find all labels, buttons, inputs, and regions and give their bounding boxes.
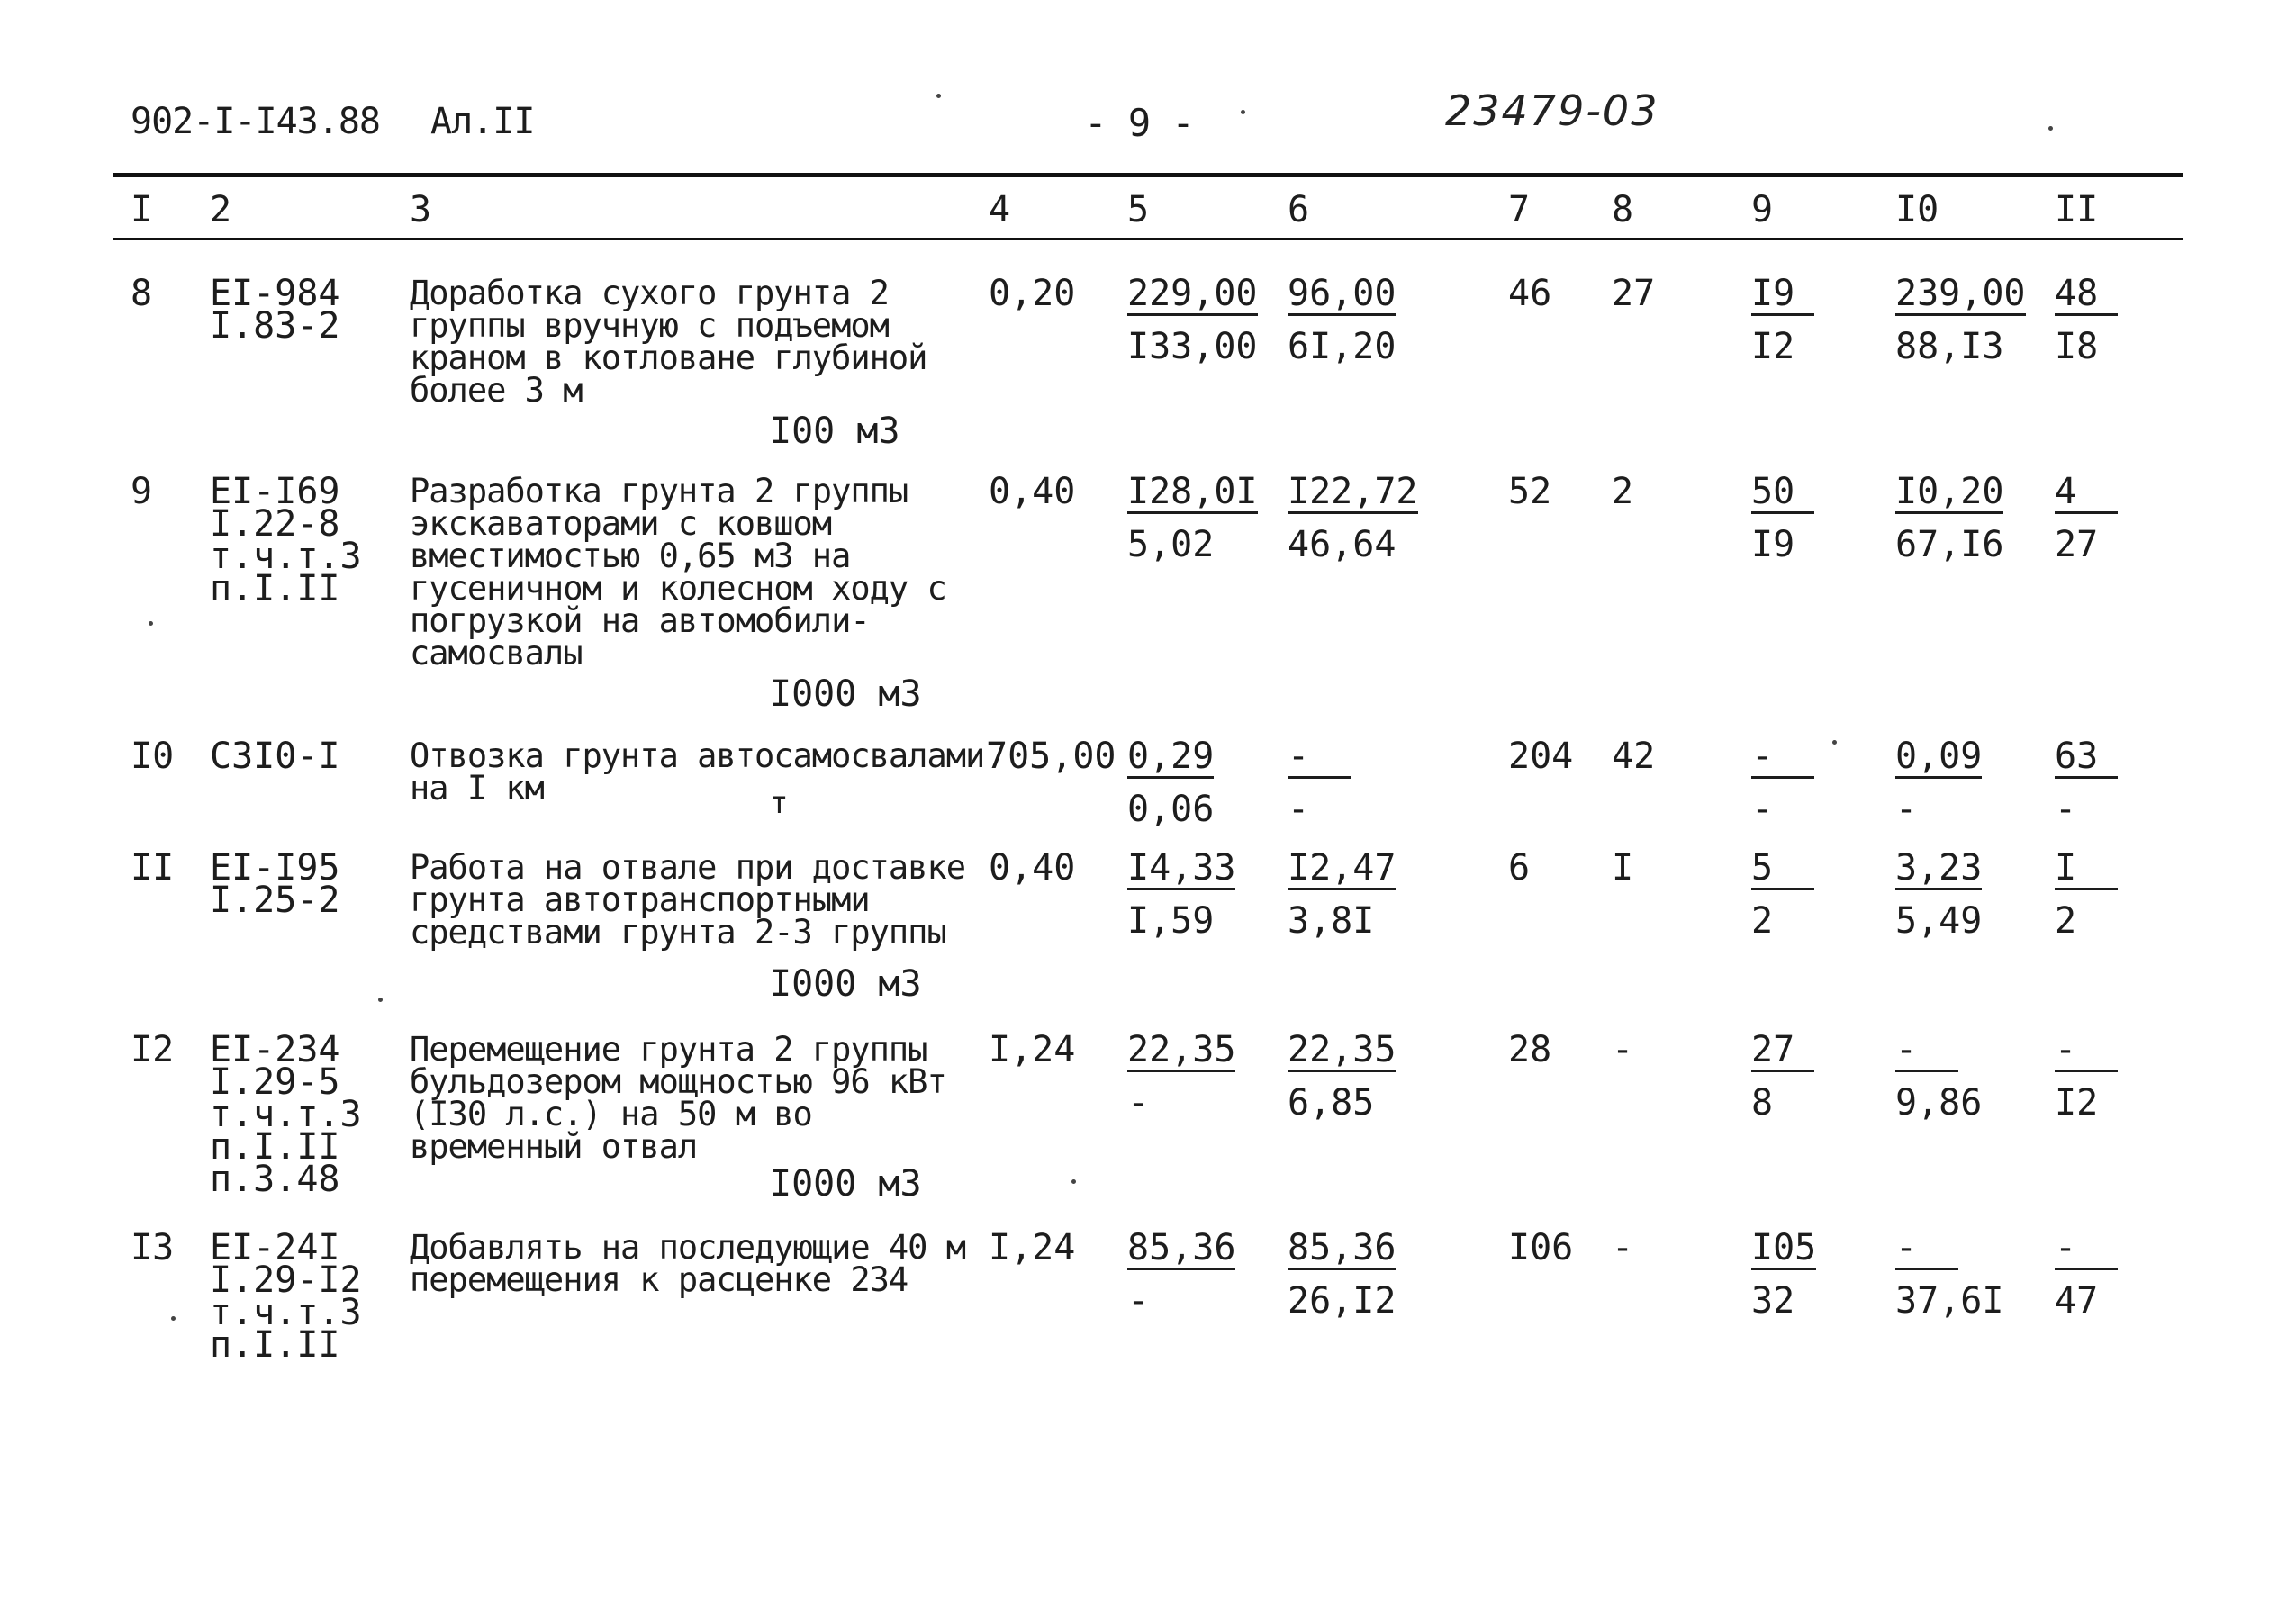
work-description: Разработка грунта 2 группы экскаваторами с ковшом вместимостью 0,65 м3 на гусеничном и колесном ходу с погрузкой на автомобили-самосвалы (410, 472, 946, 673)
measure-unit: I000 м3 (770, 673, 922, 715)
column-number-7: 7 (1508, 189, 1531, 230)
row-number: I2 (131, 1029, 175, 1070)
col5-bottom: - (1127, 1082, 1150, 1124)
col11-bottom: I8 (2055, 326, 2099, 367)
col10-fraction (1895, 736, 1983, 830)
col8-value: - (1612, 1029, 1634, 1070)
rate-code: EI-984 I.83-2 (210, 273, 340, 347)
col9-top: 27 (1751, 1032, 1814, 1072)
column-number-3: 3 (410, 189, 432, 230)
col6-bottom: 6I,20 (1288, 326, 1397, 367)
col9-fraction (1751, 736, 1814, 830)
col11-fraction (2055, 1029, 2118, 1124)
col10-top: 0,09 (1895, 736, 1983, 777)
col5-fraction (1127, 275, 1258, 365)
col10-fraction (1895, 1227, 2004, 1322)
col5-top: 229,00 (1127, 273, 1258, 314)
col6-top: 96,00 (1288, 273, 1397, 314)
col7-value: 6 (1508, 847, 1531, 889)
column-number-10: I0 (1895, 189, 1939, 230)
col6-top: - (1288, 738, 1351, 779)
col10-fraction (1895, 471, 2004, 565)
col6-fraction (1288, 847, 1397, 942)
scan-speck (936, 94, 941, 98)
measure-unit: I000 м3 (770, 1163, 922, 1205)
col11-fraction (2055, 275, 2118, 365)
col10-top: 3,23 (1895, 847, 1983, 889)
col10-fraction (1895, 275, 2026, 365)
row-number: I0 (131, 736, 175, 777)
scan-speck (149, 621, 153, 626)
col10-fraction (1895, 1029, 1983, 1124)
col5-top: I4,33 (1127, 847, 1236, 889)
column-number-5: 5 (1127, 189, 1150, 230)
archive-number: 23479-03 (1445, 86, 1659, 135)
col9-top: 50 (1751, 474, 1814, 514)
col11-fraction (2055, 847, 2118, 942)
page-number: - 9 - (1084, 101, 1194, 145)
col9-fraction (1751, 471, 1814, 565)
col9-top: I05 (1751, 1227, 1817, 1268)
rate-code: EI-I95 I.25-2 (210, 847, 340, 921)
scan-speck (171, 1316, 176, 1321)
col6-bottom: 46,64 (1288, 524, 1397, 565)
rate-code: EI-I69 I.22-8 т.ч.т.3 п.I.II (210, 471, 362, 609)
quantity: 0,40 (989, 471, 1076, 512)
col9-bottom: I9 (1751, 524, 1795, 565)
column-number-2: 2 (210, 189, 232, 230)
col10-bottom: 67,I6 (1895, 524, 2004, 565)
row-number: 8 (131, 273, 153, 314)
col9-bottom: - (1751, 789, 1774, 830)
album-number: Ал.II (430, 101, 535, 142)
col10-fraction (1895, 847, 1983, 942)
col6-bottom: 26,I2 (1288, 1280, 1397, 1322)
col11-top: I (2055, 850, 2118, 890)
rate-code: С3I0-I (210, 736, 340, 777)
col11-top: 4 (2055, 474, 2118, 514)
col5-top: 85,36 (1127, 1227, 1236, 1268)
col7-value: I06 (1508, 1227, 1574, 1268)
col7-value: 28 (1508, 1029, 1552, 1070)
col9-top: I9 (1751, 275, 1814, 316)
col5-fraction (1127, 471, 1258, 565)
col6-top: I22,72 (1288, 471, 1418, 512)
col6-fraction (1288, 1227, 1397, 1322)
column-number-9: 9 (1751, 189, 1774, 230)
col5-top: 22,35 (1127, 1029, 1236, 1070)
col5-bottom: 0,06 (1127, 789, 1215, 830)
col11-bottom: 27 (2055, 524, 2099, 565)
col9-fraction (1751, 847, 1814, 942)
col6-top: I2,47 (1288, 847, 1397, 889)
column-number-6: 6 (1288, 189, 1310, 230)
col10-bottom: - (1895, 789, 1918, 830)
col11-top: - (2055, 1230, 2118, 1270)
col5-fraction (1127, 847, 1236, 942)
col5-top: 0,29 (1127, 736, 1215, 777)
row-number: I3 (131, 1227, 175, 1268)
scan-speck (378, 998, 383, 1002)
column-number-11: II (2055, 189, 2099, 230)
column-number-1: I (131, 189, 153, 230)
work-description: Добавлять на последующие 40 м перемещения к расценке 234 (410, 1228, 966, 1299)
col10-bottom: 5,49 (1895, 900, 1983, 942)
col7-value: 46 (1508, 273, 1552, 314)
quantity: I,24 (989, 1029, 1076, 1070)
col6-top: 22,35 (1288, 1029, 1397, 1070)
quantity: 705,00 (986, 736, 1116, 777)
col8-value: - (1612, 1227, 1634, 1268)
col10-top: I0,20 (1895, 471, 2004, 512)
quantity: 0,20 (989, 273, 1076, 314)
measure-unit: т (770, 785, 789, 821)
col5-fraction (1127, 736, 1215, 830)
col10-top: - (1895, 1230, 1958, 1270)
col7-value: 204 (1508, 736, 1574, 777)
col6-bottom: 3,8I (1288, 900, 1375, 942)
col6-top: 85,36 (1288, 1227, 1397, 1268)
col8-value: 2 (1612, 471, 1634, 512)
col10-top: 239,00 (1895, 273, 2026, 314)
scan-speck (1241, 110, 1245, 114)
col11-fraction (2055, 736, 2118, 830)
col6-fraction (1288, 736, 1351, 830)
row-number: 9 (131, 471, 153, 512)
document-code: 902-I-I43.88 (131, 101, 380, 142)
col11-bottom: 2 (2055, 900, 2077, 942)
col8-value: I (1612, 847, 1634, 889)
col9-bottom: 8 (1751, 1082, 1774, 1124)
col6-fraction (1288, 275, 1396, 365)
work-description: Перемещение грунта 2 группы бульдозером мощностью 96 кВт (I30 л.с.) на 50 м во временный отвал (410, 1030, 946, 1166)
col7-value: 52 (1508, 471, 1552, 512)
measure-unit: I000 м3 (770, 963, 922, 1005)
col5-bottom: - (1127, 1280, 1150, 1322)
col11-bottom: 47 (2055, 1280, 2099, 1322)
work-description: Доработка сухого грунта 2 группы вручную с подъемом краном в котловане глубиной более 3 м (410, 274, 927, 410)
rate-code: EI-234 I.29-5 т.ч.т.3 п.I.II п.3.48 (210, 1029, 362, 1200)
col8-value: 27 (1612, 273, 1656, 314)
column-header-rule (113, 238, 2183, 240)
col9-bottom: I2 (1751, 326, 1795, 367)
column-number-8: 8 (1612, 189, 1634, 230)
col10-bottom: 9,86 (1895, 1082, 1983, 1124)
col8-value: 42 (1612, 736, 1656, 777)
scan-speck (1832, 740, 1837, 745)
col9-bottom: 2 (1751, 900, 1774, 942)
col10-bottom: 37,6I (1895, 1280, 2004, 1322)
col9-bottom: 32 (1751, 1280, 1795, 1322)
col11-bottom: I2 (2055, 1082, 2099, 1124)
col6-bottom: 6,85 (1288, 1082, 1375, 1124)
col6-bottom: - (1288, 789, 1310, 830)
quantity: 0,40 (989, 847, 1076, 889)
col9-fraction (1751, 1029, 1814, 1124)
measure-unit: I00 м3 (770, 411, 900, 452)
col9-fraction (1751, 275, 1814, 365)
col11-fraction (2055, 1227, 2118, 1322)
col9-top: - (1751, 738, 1814, 779)
scan-speck (2048, 126, 2053, 131)
table-top-rule (113, 173, 2183, 177)
col5-bottom: I,59 (1127, 900, 1215, 942)
col11-fraction (2055, 471, 2118, 565)
work-description: Отвозка грунта автосамосвалами на I км (410, 736, 985, 808)
scan-speck (1071, 1179, 1076, 1184)
quantity: I,24 (989, 1227, 1076, 1268)
rate-code: EI-24I I.29-I2 т.ч.т.3 п.I.II (210, 1227, 362, 1366)
col5-fraction (1127, 1227, 1236, 1322)
col9-fraction (1751, 1227, 1817, 1322)
col10-bottom: 88,I3 (1895, 326, 2004, 367)
col5-bottom: I33,00 (1127, 326, 1258, 367)
col11-top: 48 (2055, 275, 2118, 316)
col5-fraction (1127, 1029, 1236, 1124)
col11-top: - (2055, 1032, 2118, 1072)
column-number-4: 4 (989, 189, 1011, 230)
work-description: Работа на отвале при доставке грунта автотранспортными средствами грунта 2-3 группы (410, 848, 966, 952)
col6-fraction (1288, 1029, 1397, 1124)
col9-top: 5 (1751, 850, 1814, 890)
col11-bottom: - (2055, 789, 2077, 830)
row-number: II (131, 847, 175, 889)
col5-top: I28,0I (1127, 471, 1258, 512)
col11-top: 63 (2055, 738, 2118, 779)
col5-bottom: 5,02 (1127, 524, 1215, 565)
col10-top: - (1895, 1032, 1958, 1072)
col6-fraction (1288, 471, 1418, 565)
